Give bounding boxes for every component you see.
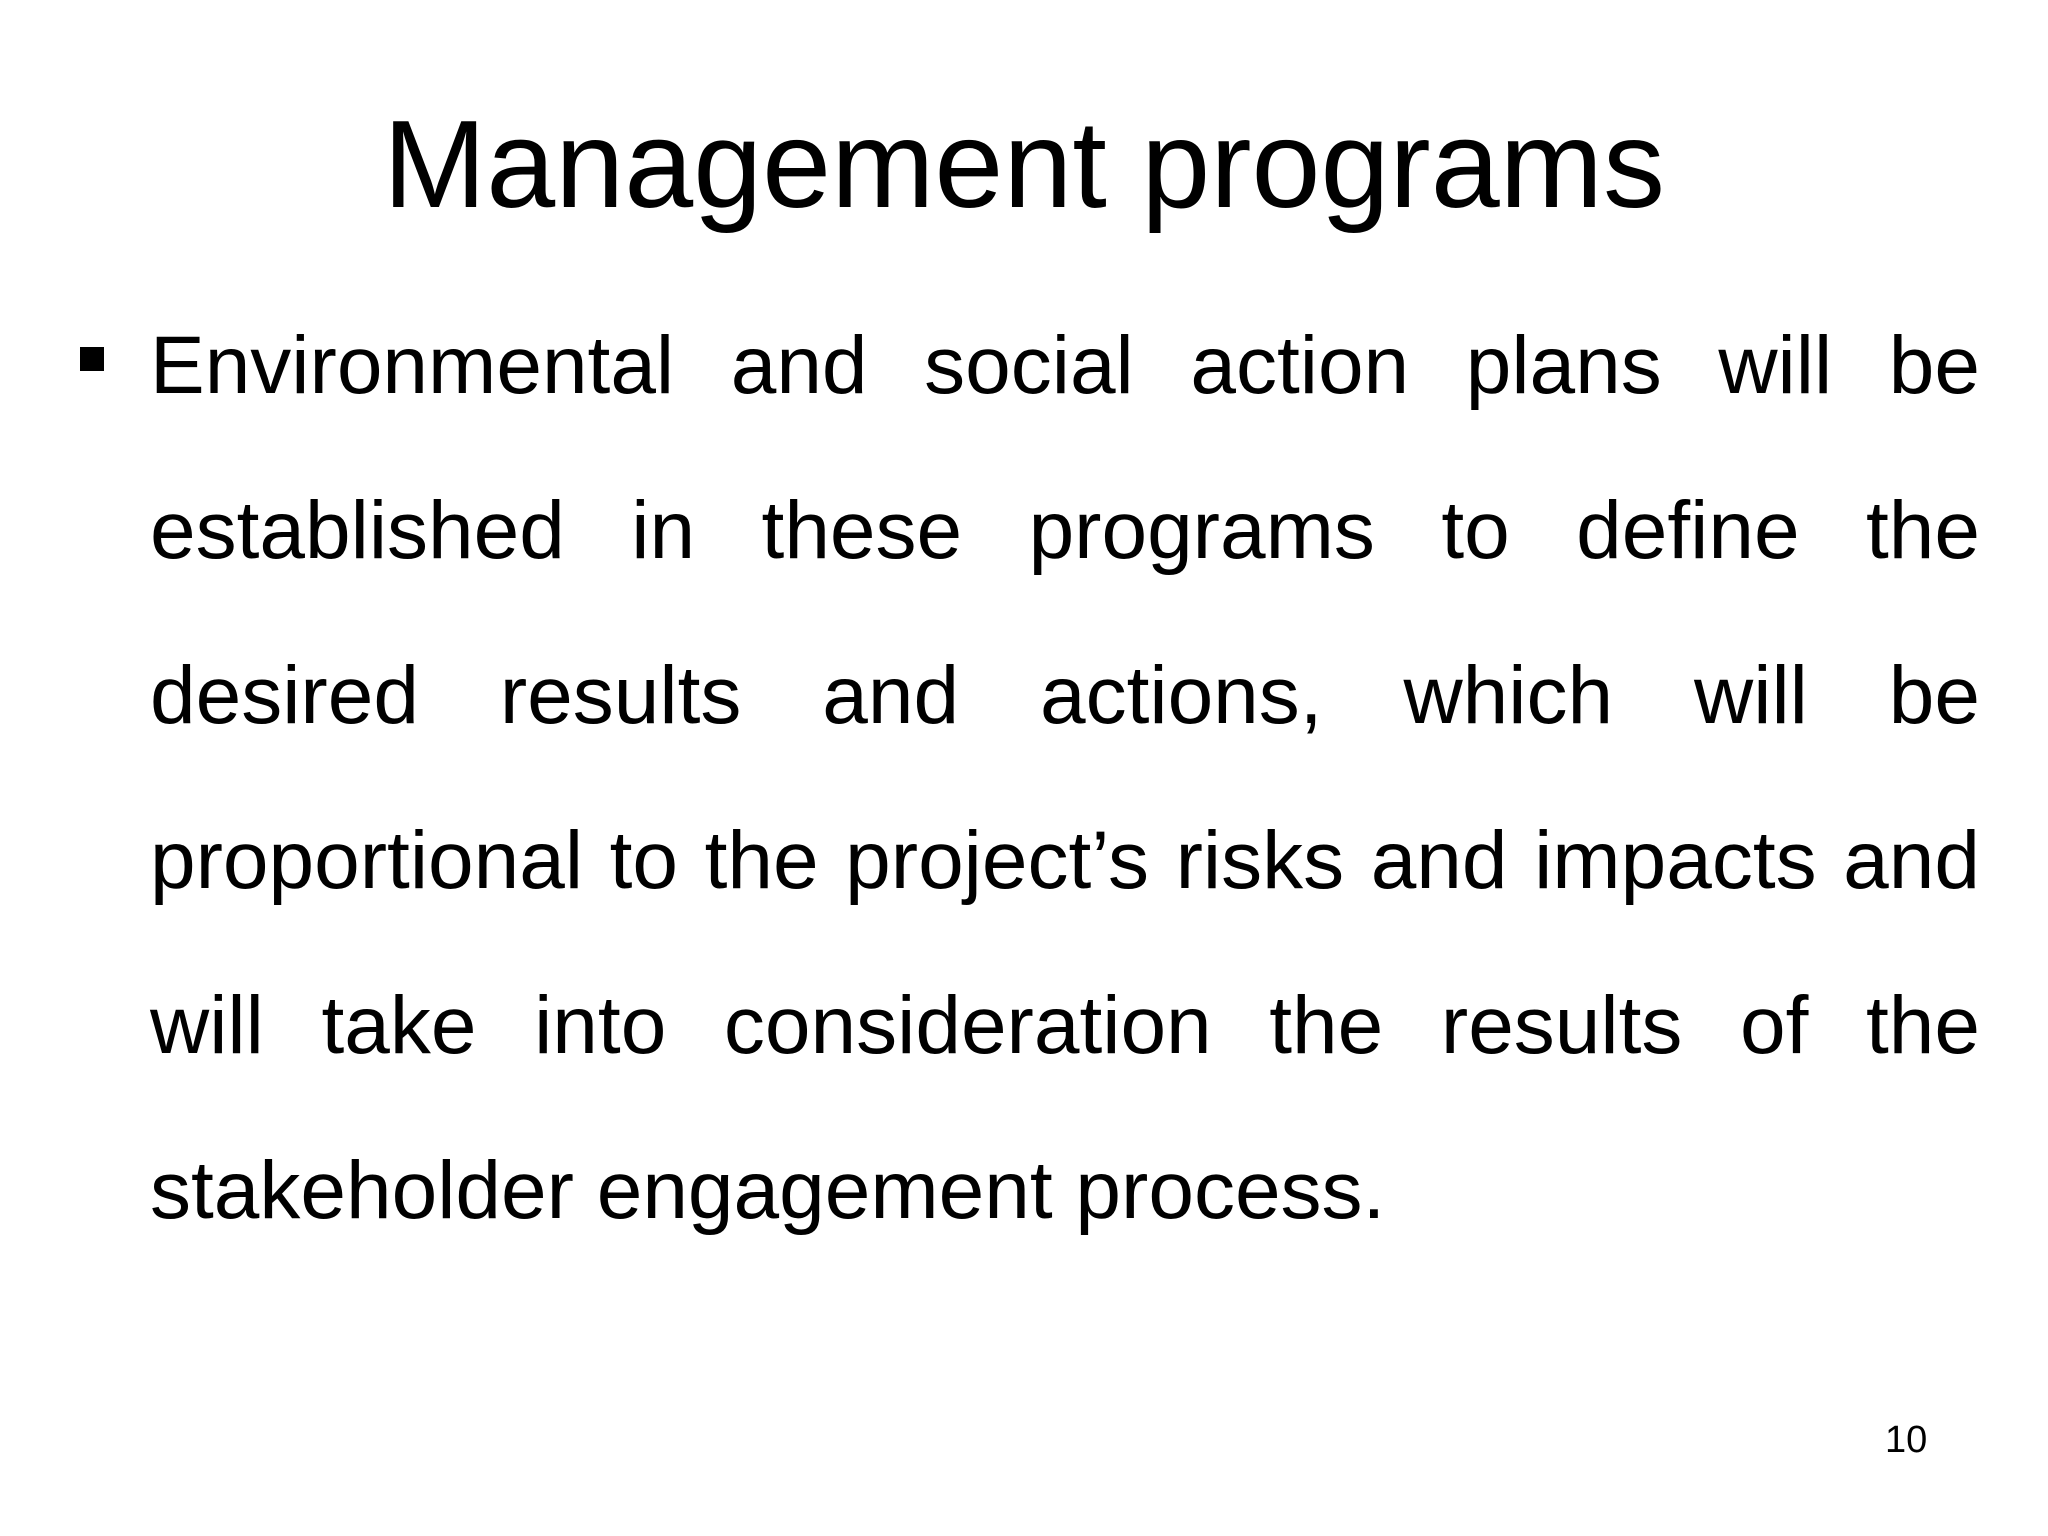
- square-bullet-icon: [80, 347, 104, 371]
- bullet-text: Environmental and social action plans will be established in these programs to define the desired results and actions, which will be proportional to the project’s risks and impacts and will take into consideration the results of the stakeholder engagement process.: [150, 320, 1980, 1236]
- slide-title: Management programs: [383, 96, 1665, 234]
- page-number: 10: [1885, 1419, 1928, 1461]
